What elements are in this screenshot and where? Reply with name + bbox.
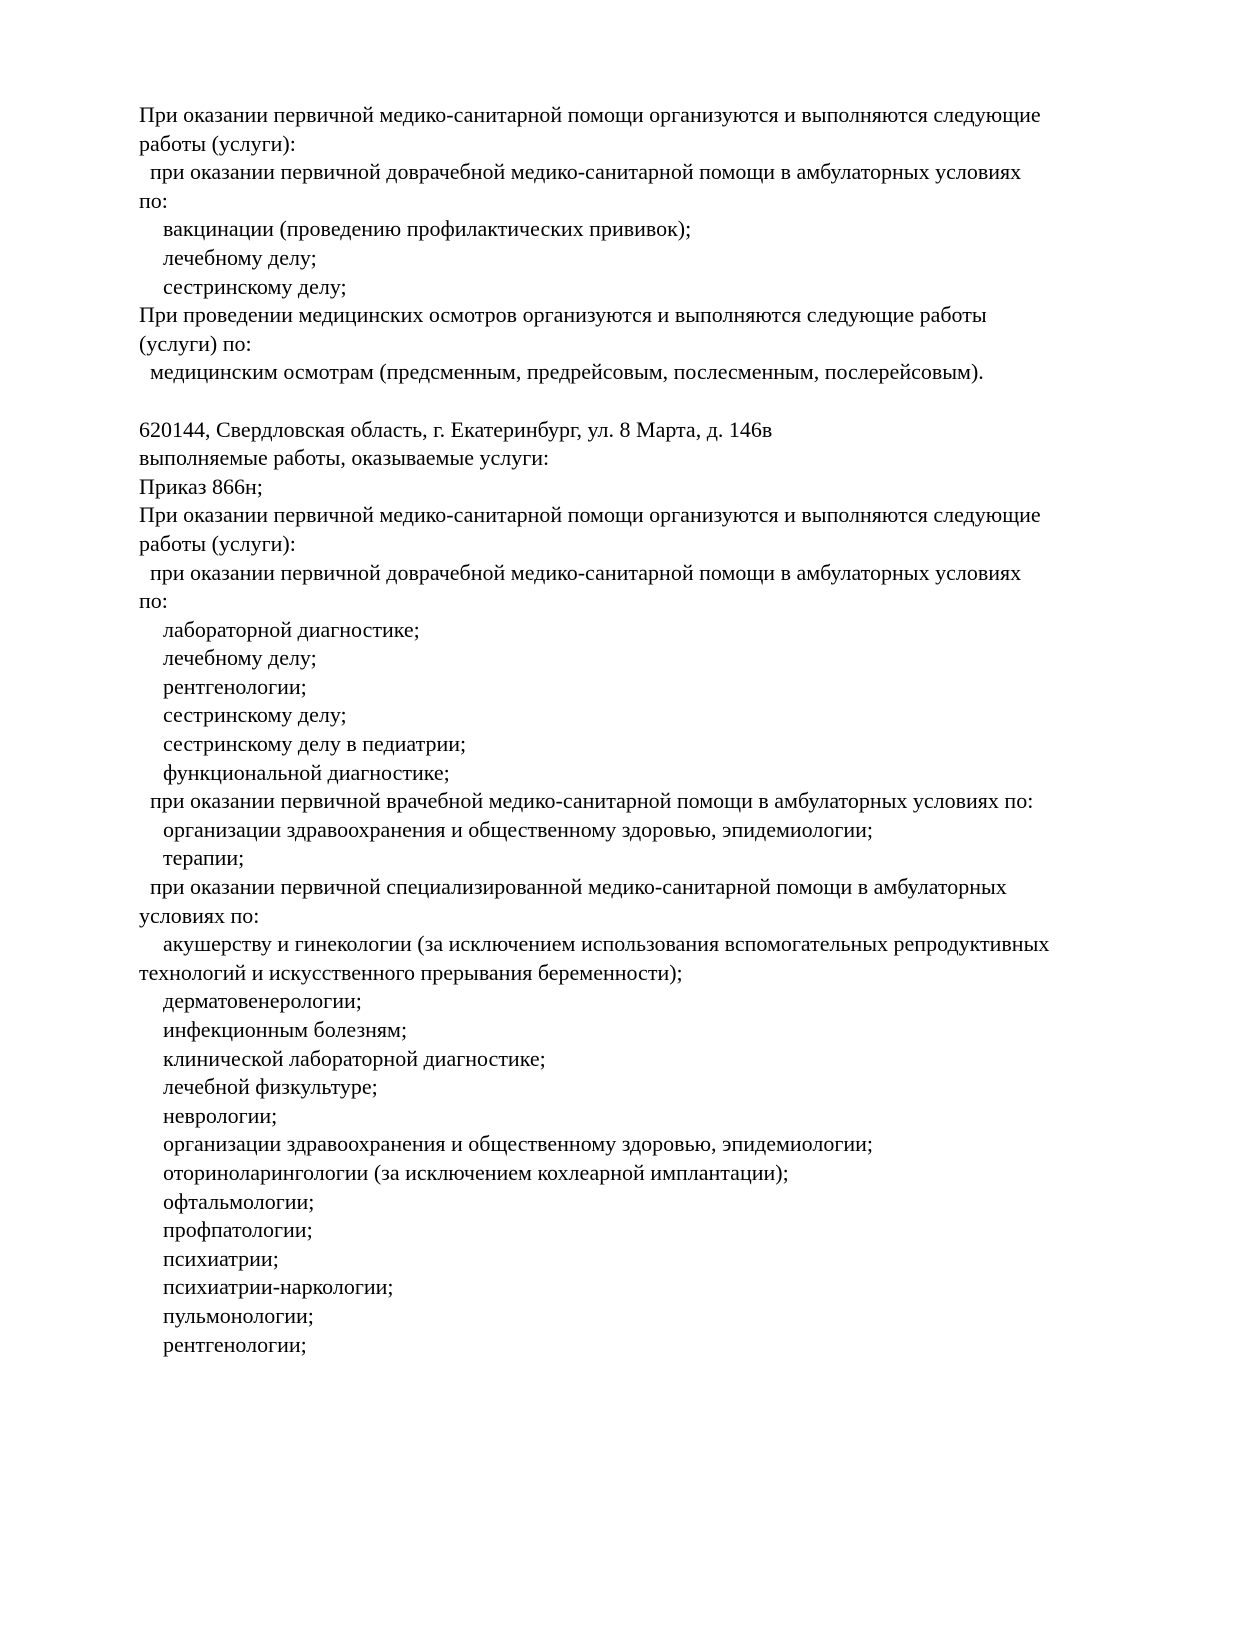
text-line: выполняемые работы, оказываемые услуги: [139,445,550,471]
list-item: вакцинации (проведению профилактических прививок); [163,216,692,242]
address-line: 620144, Свердловская область, г. Екатеринбург, ул. 8 Марта, д. 146в [139,416,773,442]
list-item: функциональной диагностике; [163,759,450,785]
list-item: психиатрии; [163,1245,279,1271]
list-item: лечебному делу; [163,645,317,671]
list-item: пульмонологии; [163,1302,314,1328]
text-line: (услуги) по: [139,330,252,356]
list-item: инфекционным болезням; [163,1017,408,1042]
list-item: сестринскому делу; [163,273,347,299]
text-line: при оказании первичной доврачебной медико-санитарной помощи в амбулаторных условиях [150,159,1022,185]
list-item: дерматовенерологии; [163,988,362,1014]
text-line: при оказании первичной специализированной медико-санитарной помощи в амбулаторных [150,874,1007,900]
text-line: работы (услуги): [139,130,296,156]
list-item: психиатрии-наркологии; [163,1274,394,1300]
text-line: при оказании первичной доврачебной медико-санитарной помощи в амбулаторных условиях [150,559,1022,585]
list-item: сестринскому делу; [163,702,347,728]
section-address-services [139,416,1139,1360]
section-spacer [139,387,1139,416]
text-line: условиях по: [139,902,260,928]
list-item: рентгенологии; [163,673,307,699]
list-item: организации здравоохранения и общественному здоровью, эпидемиологии; [163,1131,874,1157]
list-item: неврологии; [163,1102,278,1128]
list-item: офтальмологии; [163,1188,315,1214]
text-line: технологий и искусственного прерывания беременности); [139,959,683,985]
list-item: сестринскому делу в педиатрии; [163,731,467,757]
list-item: рентгенологии; [163,1331,307,1357]
text-line: по: [139,588,168,614]
text-line: работы (услуги): [139,530,296,556]
text-line: Приказ 866н; [139,473,263,499]
text-line: При оказании первичной медико-санитарной помощи организуются и выполняются следующие [139,502,1041,528]
list-item: профпатологии; [163,1217,313,1243]
list-item: лечебному делу; [163,244,317,270]
list-item: терапии; [163,845,245,871]
list-item: организации здравоохранения и общественному здоровью, эпидемиологии; [163,816,874,842]
list-item: лечебной физкультуре; [163,1074,378,1100]
document-page [139,101,1139,1359]
section-medical-services [139,101,1139,387]
text-line: медицинским осмотрам (предсменным, предрейсовым, послесменным, послерейсовым). [150,359,984,385]
text-line: при оказании первичной врачебной медико-санитарной помощи в амбулаторных условиях по: [150,788,1034,814]
list-item: оториноларингологии (за исключением кохлеарной имплантации); [163,1159,789,1185]
text-line: При оказании первичной медико-санитарной помощи организуются и выполняются следующие [139,102,1041,127]
list-item: акушерству и гинекологии (за исключением использования вспомогательных репродуктивных [163,931,1050,957]
text-line: При проведении медицинских осмотров организуются и выполняются следующие работы [139,302,987,328]
list-item: клинической лабораторной диагностике; [163,1045,546,1071]
list-item: лабораторной диагностике; [163,616,420,642]
text-line: по: [139,187,168,213]
